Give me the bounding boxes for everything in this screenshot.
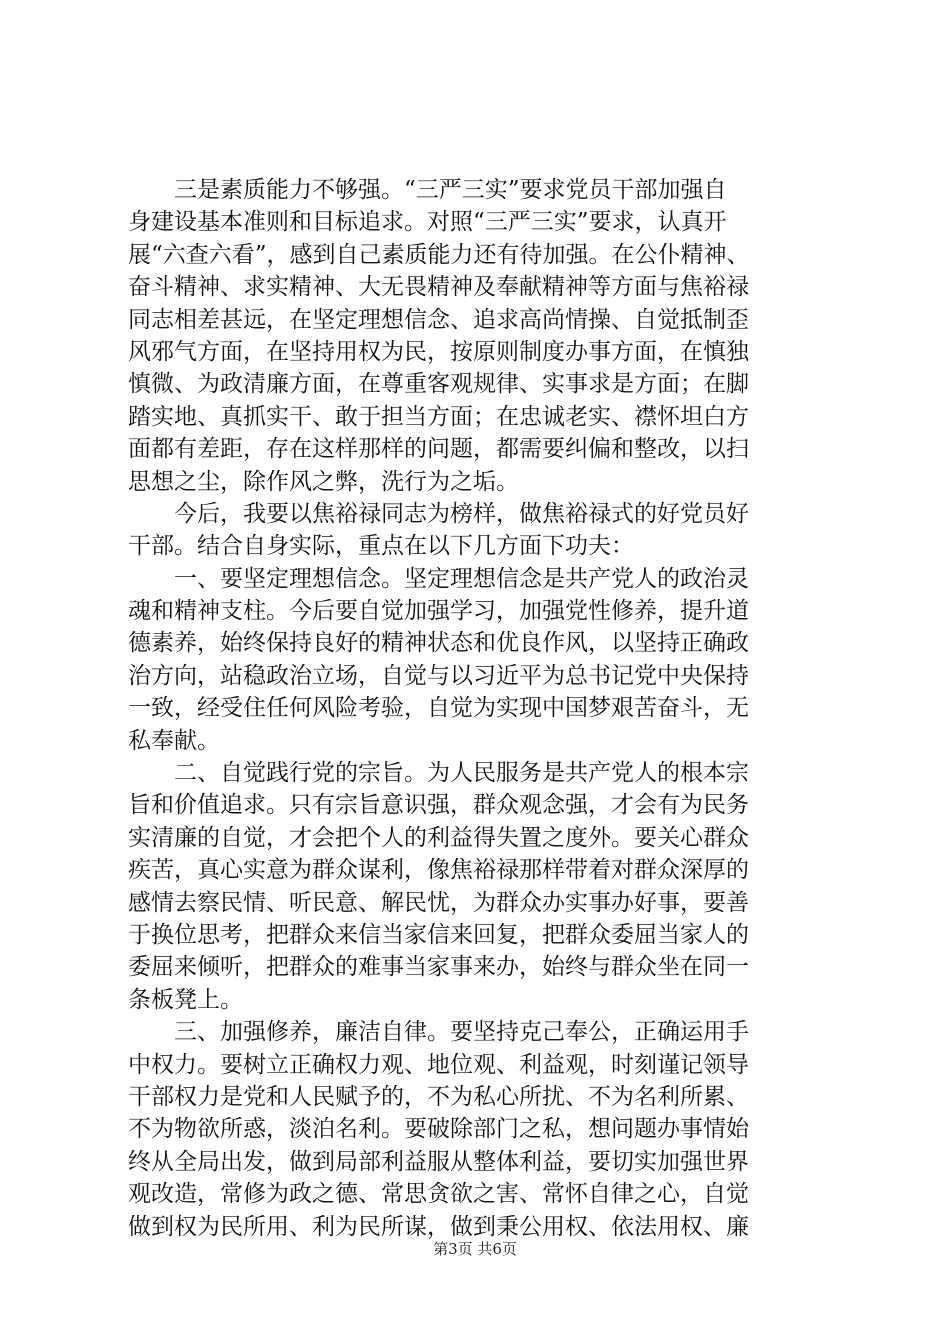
text-line: 一致，经受住任何风险考验，自觉为实现中国梦艰苦奋斗，无	[128, 695, 749, 722]
text-line: 二、自觉践行党的宗旨。为人民服务是共产党人的根本宗	[128, 760, 749, 787]
text-line: 旨和价值追求。只有宗旨意识强，群众观念强，才会有为民务	[128, 792, 749, 819]
text-line: 魂和精神支柱。今后要自觉加强学习，加强党性修养，提升道	[128, 598, 749, 625]
text-line: 奋斗精神、求实精神、大无畏精神及奉献精神等方面与焦裕禄	[128, 274, 749, 301]
text-line: 条板凳上。	[128, 986, 243, 1013]
text-line: 展“六查六看”，感到自己素质能力还有待加强。在公仆精神、	[128, 241, 750, 268]
text-line: 一、要坚定理想信念。坚定理想信念是共产党人的政治灵	[128, 565, 749, 592]
text-line: 于换位思考，把群众来信当家信来回复，把群众委屈当家人的	[128, 921, 749, 948]
text-line: 干部。结合自身实际，重点在以下几方面下功夫：	[128, 533, 634, 560]
text-line: 德素养，始终保持良好的精神状态和优良作风，以坚持正确政	[128, 630, 749, 657]
text-line: 三是素质能力不够强。“三严三实”要求党员干部加强自	[128, 177, 727, 203]
text-line: 干部权力是党和人民赋予的，不为私心所扰、不为名利所累、	[128, 1083, 749, 1110]
text-line: 身建设基本准则和目标追求。对照“三严三实”要求，认真开	[128, 209, 727, 236]
text-line: 三、加强修养，廉洁自律。要坚持克己奉公，正确运用手	[128, 1019, 749, 1046]
text-line: 踏实地、真抓实干、敢于担当方面；在忠诚老实、襟怀坦白方	[128, 403, 749, 430]
text-line: 观改造，常修为政之德、常思贪欲之害、常怀自律之心，自觉	[128, 1181, 749, 1208]
text-line: 不为物欲所惑，淡泊名利。要破除部门之私，想问题办事情始	[128, 1116, 749, 1143]
text-line: 慎微、为政清廉方面，在尊重客观规律、实事求是方面；在脚	[128, 371, 749, 398]
document-body	[128, 174, 828, 1243]
text-line: 终从全局出发，做到局部利益服从整体利益，要切实加强世界	[128, 1148, 749, 1175]
text-line: 面都有差距，存在这样那样的问题，都需要纠偏和整改，以扫	[128, 436, 749, 463]
page-footer: 第3页 共6页	[433, 1240, 517, 1258]
text-line: 风邪气方面，在坚持用权为民，按原则制度办事方面，在慎独	[128, 338, 749, 365]
text-line: 中权力。要树立正确权力观、地位观、利益观，时刻谨记领导	[128, 1051, 749, 1078]
text-line: 感情去察民情、听民意、解民忧，为群众办实事办好事，要善	[128, 889, 749, 916]
text-line: 今后，我要以焦裕禄同志为榜样，做焦裕禄式的好党员好	[128, 500, 749, 527]
text-line: 疾苦，真心实意为群众谋利，像焦裕禄那样带着对群众深厚的	[128, 857, 749, 884]
text-line: 思想之尘，除作风之弊，洗行为之垢。	[128, 468, 519, 495]
text-line: 私奉献。	[128, 727, 220, 754]
text-line: 同志相差甚远，在坚定理想信念、追求高尚情操、自觉抵制歪	[128, 306, 749, 333]
text-line: 做到权为民所用、利为民所谋，做到秉公用权、依法用权、廉	[128, 1213, 749, 1240]
text-line: 委屈来倾听，把群众的难事当家事来办，始终与群众坐在同一	[128, 954, 749, 981]
text-line: 实清廉的自觉，才会把个人的利益得失置之度外。要关心群众	[128, 824, 749, 851]
text-line: 治方向，站稳政治立场，自觉与以习近平为总书记党中央保持	[128, 662, 749, 689]
